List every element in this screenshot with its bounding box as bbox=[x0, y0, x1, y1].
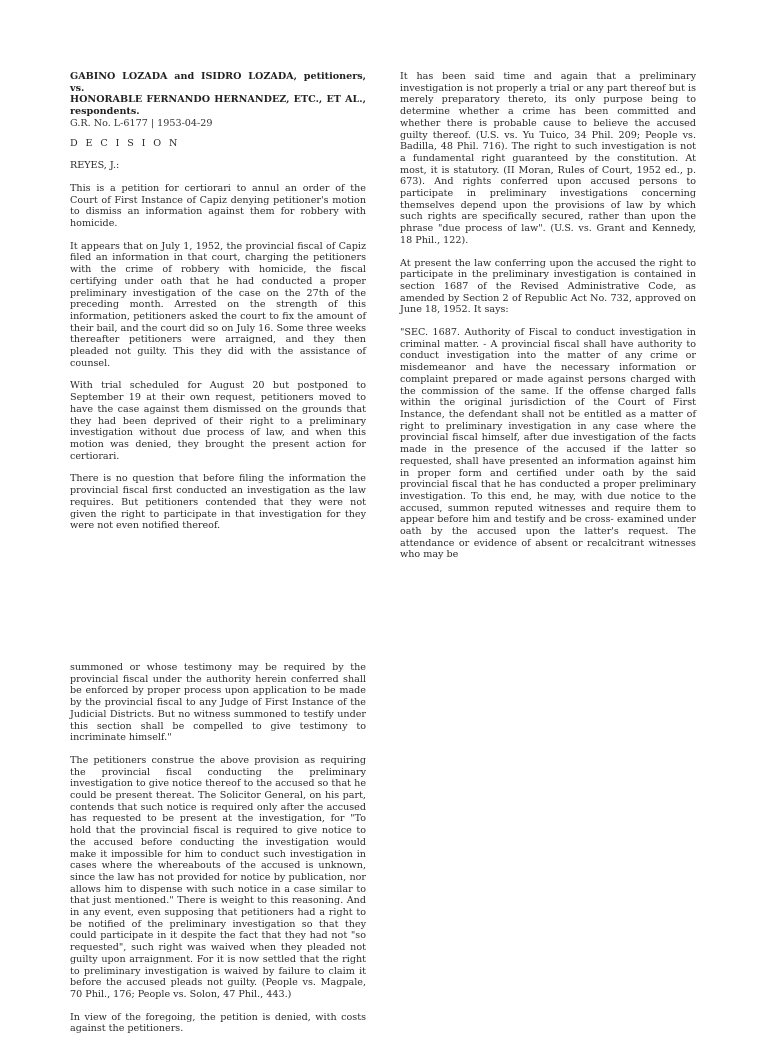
decision-label: D E C I S I O N bbox=[70, 137, 180, 149]
paragraph: It appears that on July 1, 1952, the provincial fiscal of Capiz filed an information in that court, charging the petitioners with the crime of robbery with homicide, the fiscal certifying under oath that he had conducted a proper preliminary investigation of the case on the 27th of the preceding month. Arrested on the strength of this information, petitioners asked the court to fix the amount of their bail, and the court did so on July 16. Some three weeks thereafter petitioners were arraigned, and they then pleaded not guilty. This they did with the assistance of counsel. bbox=[70, 240, 366, 369]
paragraph: The petitioners construe the above provision as requiring the provincial fiscal conducting the preliminary investigation to give notice thereof to the accused so that he could be present thereat. The Solicitor General, on his part, contends that such notice is required only after the accused has requested to be present at the investigation, for "To hold that the provincial fiscal is required to give notice to the accused before conducting the investigation would make it impossible for him to conduct such investigation in cases where the whereabouts of the accused is unknown, since the law has not provided for notice by publication, nor allows him to dispense with such notice in a case similar to that just mentioned." There is weight to this reasoning. And in any event, even supposing that petitioners had a right to be notified of the preliminary investigation so that they could participate in it despite the fact that they had not "so requested", such right was waived when they pleaded not guilty upon arraignment. For it is now settled that the right to preliminary investigation is waived by failure to claim it before the accused pleads not guilty. (People vs. Magpale, 70 Phil., 176; People vs. Solon, 47 Phil., 443.) bbox=[70, 754, 366, 1000]
case-caption-line-1: GABINO LOZADA and ISIDRO LOZADA, petitioners, vs. bbox=[70, 71, 366, 94]
column-c-paragraphs bbox=[70, 662, 366, 1035]
paragraph: summoned or whose testimony may be required by the provincial fiscal under the authority herein conferred shall be enforced by proper process upon application to be made by the provincial fiscal to any Judge of First Instance of the Judicial Districts. But no witness summoned to testify under this section shall be compelled to give testimony to incriminate himself." bbox=[70, 662, 366, 744]
column-left-bottom bbox=[70, 662, 366, 1046]
paragraph: There is no question that before filing the information the provincial fiscal first conducted an investigation as the law requires. But petitioners contended that they were not given the right to participate in that investigation for they were not even notified thereof. bbox=[70, 473, 366, 532]
column-a-paragraphs bbox=[70, 183, 366, 532]
paragraph: In view of the foregoing, the petition is denied, with costs against the petitioners. bbox=[70, 1011, 366, 1035]
paragraph: "SEC. 1687. Authority of Fiscal to conduct investigation in criminal matter. - A provincial fiscal shall have authority to conduct investigation into the matter of any crime or misdemeanor and have the necessary information or complaint prepared or made against persons charged with the commission of the same. If the offense charged falls within the original jurisdiction of the Court of First Instance, the defendant shall not be entitled as a matter of right to preliminary investigation in any case where the provincial fiscal himself, after due investigation of the facts made in the presence of the accused if the latter so requested, shall have presented an information against him in proper form and certified under oath by the said provincial fiscal that he has conducted a proper preliminary investigation. To this end, he may, with due notice to the accused, summon reputed witnesses and require them to appear before him and testify and be cross- examined under oath by the accused upon the latter's request. The attendance or evidence of absent or recalcitrant witnesses who may be bbox=[400, 327, 696, 561]
column-b-paragraphs bbox=[400, 71, 696, 561]
ponente: REYES, J.: bbox=[70, 160, 120, 172]
paragraph: It has been said time and again that a preliminary investigation is not properly a trial or any part thereof but is merely preparatory thereto, its only purpose being to determine whether a crime has been committed and whether there is probable cause to believe the accused guilty thereof. (U.S. vs. Yu Tuico, 34 Phil. 209; People vs. Badilla, 48 Phil. 716). The right to such investigation is not a fundamental right guaranteed by the constitution. At most, it is statutory. (II Moran, Rules of Court, 1952 ed., p. 673). And rights conferred upon accused persons to participate in preliminary investigations concerning themselves depend upon the provisions of law by which such rights are specifically secured, rather than upon the phrase "due process of law". (U.S. vs. Grant and Kennedy, 18 Phil., 122). bbox=[400, 71, 696, 246]
paragraph: This is a petition for certiorari to annul an order of the Court of First Instance of Capiz denying petitioner's motion to dismiss an information against them for robbery with homicide. bbox=[70, 182, 366, 230]
column-left-top bbox=[70, 71, 366, 543]
case-caption-line-2: HONORABLE FERNANDO HERNANDEZ, ETC., ET AL., respondents. bbox=[70, 94, 366, 118]
gr-number: G.R. No. L-6177 | 1953-04-29 bbox=[70, 117, 213, 129]
paragraph: With trial scheduled for August 20 but postponed to September 19 at their own request, petitioners moved to have the case against them dismissed on the grounds that they had been deprived of their right to a preliminary investigation without due process of law, and when this motion was denied, they brought the present action for certiorari. bbox=[70, 380, 366, 462]
column-right-top bbox=[400, 71, 696, 572]
paragraph: At present the law conferring upon the accused the right to participate in the preliminary investigation is contained in section 1687 of the Revised Administrative Code, as amended by Section 2 of Republic Act No. 732, approved on June 18, 1952. It says: bbox=[400, 257, 696, 316]
